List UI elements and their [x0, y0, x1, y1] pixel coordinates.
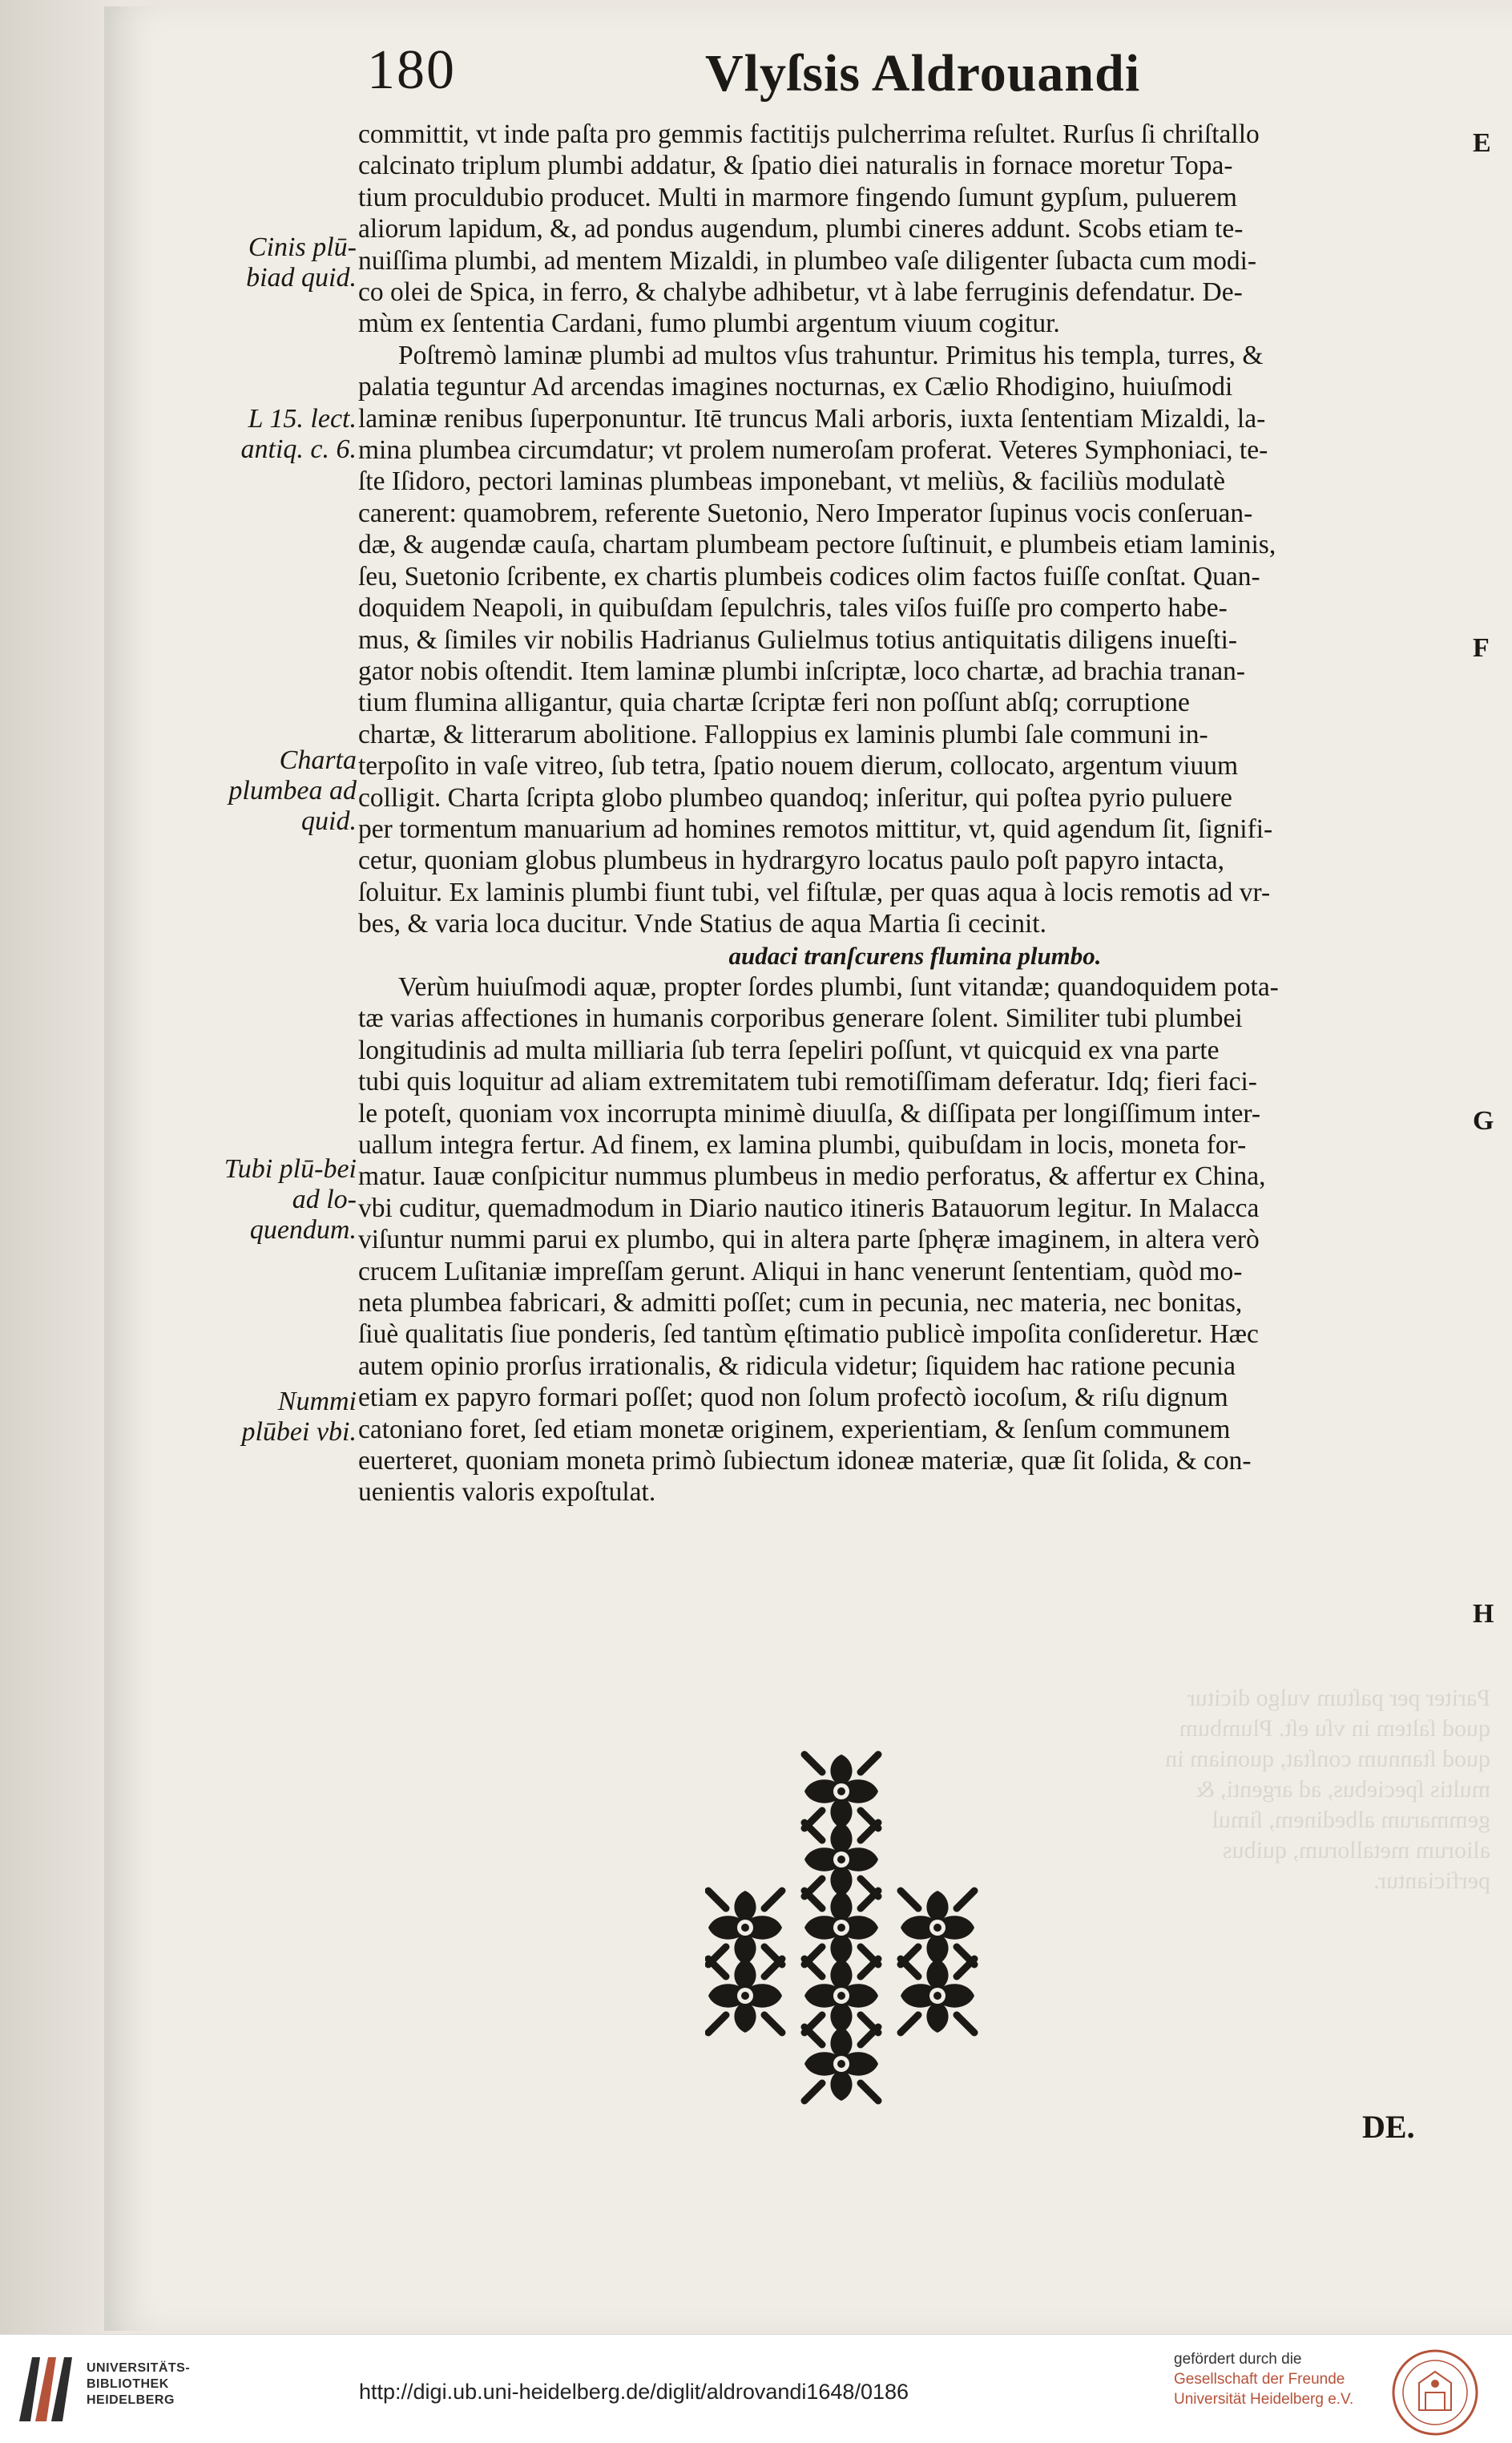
text-line: crucem Luſitaniæ impreſſam gerunt. Aliqui in hanc venerunt ſententiam, quòd mo- [358, 1256, 1243, 1286]
text-line: mus, & ſimiles vir nobilis Hadrianus Gulielmus totius antiquitatis diligens inueſti- [358, 624, 1238, 655]
signature-mark-h: H [1473, 1599, 1494, 1629]
library-name-line: UNIVERSITÄTS- [87, 2361, 191, 2375]
text-line: committit, vt inde paſta pro gemmis factitijs pulcherrima reſultet. Rurſus ſi chriſtallo [358, 119, 1260, 149]
text-line: tium proculdubio producet. Multi in marmore fingendo ſumunt gypſum, puluerem [358, 182, 1237, 212]
text-line: uallum integra fertur. Ad finem, ex lamina plumbi, quibuſdam in locis, moneta for- [358, 1130, 1247, 1160]
running-title: Vlyſsis Aldrouandi [705, 44, 1141, 103]
text-line: etiam ex papyro formari poſſet; quod non ſolum profectò iocoſum, & riſu dignum [358, 1383, 1228, 1413]
university-library-logo-icon [14, 2349, 82, 2426]
text-line: Verùm huiuſmodi aquæ, propter ſordes plumbi, ſunt vitandæ; quandoquidem pota- [398, 971, 1279, 1002]
text-line: tubi quis loquitur ad aliam extremitatem tubi remotiſſimam deferatur. Idq; fieri faci- [358, 1067, 1257, 1097]
catchword: DE. [1362, 2109, 1415, 2145]
text-line: le poteſt, quoniam vox incorrupta minimè diuulſa, & diſſipata per longiſſimum inter- [358, 1098, 1261, 1129]
gutter-shadow [0, 0, 120, 2334]
page-header [361, 32, 1162, 120]
signature-mark-f: F [1473, 633, 1490, 663]
text-line: matur. Iauæ conſpicitur nummus plumbeus in medio perforatus, & affertur ex China, [358, 1161, 1266, 1192]
margin-note-charta: Charta plumbea ad quid. [228, 745, 357, 836]
sponsor-label: gefördert durch die [1174, 2351, 1302, 2368]
text-line: canerent: quamobrem, referente Suetonio, Nero Imperator ſupinus vocis conſeruan- [358, 498, 1253, 528]
university-seal-icon [1390, 2348, 1480, 2437]
text-line: viſuntur nummi parui ex plumbo, qui in altera parte ſphęræ imaginem, in altera verò [358, 1225, 1260, 1255]
text-line: colligit. Charta ſcripta globo plumbeo quandoq; inſeritur, qui poſtea pyrio puluere [358, 782, 1232, 813]
signature-mark-g: G [1473, 1106, 1494, 1136]
margin-note-cinis: Cinis plū-biad quid. [246, 232, 357, 293]
text-line: vbi cuditur, quemadmodum in Diario nautico itineris Batauorum legitur. In Malacca [358, 1193, 1260, 1223]
library-name-line: HEIDELBERG [87, 2393, 175, 2407]
permalink[interactable]: http://digi.ub.uni-heidelberg.de/diglit/aldrovandi1648/0186 [359, 2380, 909, 2404]
text-line: audaci tranſcurens flumina plumbo. [728, 941, 1102, 970]
text-line: palatia teguntur Ad arcendas imagines nocturnas, ex Cælio Rhodigino, huiuſmodi [358, 372, 1233, 402]
text-line: cetur, quoniam globus plumbeus in hydrargyro locatus paulo poſt papyro intacta, [358, 846, 1224, 876]
text-line: co olei de Spica, in ferro, & chalybe adhibetur, vt à labe ferruginis defendatur. De- [358, 277, 1243, 308]
text-line: Poſtremò laminæ plumbi ad multos vſus trahuntur. Primitus his templa, turres, & [398, 340, 1264, 370]
bleed-through-text: Pariter per paſtum vulgo dicitur quod ſaltem in vſu eſt. Plumbum quod ſtannum conſtat, quoniam in multis ſpeciebus, ad argenti, & gemmarum albedinem, ſimul aliorum metallorum, quibus perficiantur. [1165, 1685, 1490, 1894]
text-line: chartæ, & litterarum abolitione. Falloppius ex laminis plumbi ſale communi in- [358, 719, 1208, 749]
margin-note-tubi: Tubi plū-bei ad lo-quendum. [224, 1154, 357, 1245]
text-line: uenientis valoris expoſtulat. [358, 1477, 656, 1508]
text-line: ſiuè qualitatis ſiue ponderis, ſed tantùm ęſtimatio publicè impoſita conſideretur. Hæc [358, 1319, 1259, 1350]
library-name [87, 2360, 190, 2409]
text-line: longitudinis ad multa milliaria ſub terra ſepeliri poſſunt, vt quicquid ex vna parte [358, 1035, 1220, 1065]
margin-note-lect: L 15. lect. antiq. c. 6. [240, 404, 357, 464]
text-line: euerteret, quoniam moneta primò ſubiectum idoneæ materiæ, quæ ſit ſolida, & con- [358, 1446, 1252, 1476]
text-line: dæ, & augendæ cauſa, chartam plumbeam pectore ſuſtinuit, e plumbeis etiam laminis, [358, 530, 1276, 560]
footer-bar [0, 2334, 1512, 2443]
text-line: ſte Iſidoro, pectori laminas plumbeas imponebant, vt meliùs, & faciliùs modulatè [358, 466, 1225, 497]
text-line: per tormentum manuarium ad homines remotos mittitur, vt, quid agendum ſit, ſignifi- [358, 814, 1273, 844]
text-line: gator nobis oſtendit. Item laminæ plumbi inſcriptæ, loco chartæ, ad brachia tranan- [358, 656, 1246, 686]
text-line: aliorum lapidum, &, ad pondus augendum, plumbi cineres addunt. Scobs etiam te- [358, 214, 1244, 244]
text-line: mina plumbea circumdatur; vt prolem numeroſam proferat. Veteres Symphoniaci, te- [358, 435, 1268, 466]
text-line: ſeu, Suetonio ſcribente, ex chartis plumbeis codices olim factos fuiſſe conſtat. Quan- [358, 561, 1260, 592]
body-text [358, 119, 1472, 1508]
text-line: catoniano foret, ſed etiam monetæ originem, experientiam, & ſenſum communem [358, 1414, 1231, 1444]
text-line: doquidem Neapoli, in quibuſdam ſepulchris, tales viſos fuiſſe pro comperto habe- [358, 593, 1228, 624]
text-line: ſoluitur. Ex laminis plumbi fiunt tubi, vel fiſtulæ, per quas aqua à locis remotis ad vr- [358, 877, 1271, 907]
text-line: neta plumbea fabricari, & admitti poſſet; cum in pecunia, nec materia, nec bonitas, [358, 1288, 1243, 1318]
sponsor-block [1174, 2349, 1353, 2409]
sponsor-name-line: Universität Heidelberg e.V. [1174, 2391, 1354, 2408]
fleuron-ornament [705, 1739, 1170, 2124]
page-number: 180 [367, 39, 456, 101]
text-line: mùm ex ſententia Cardani, fumo plumbi argentum viuum cogitur. [358, 309, 1060, 339]
library-name-line: BIBLIOTHEK [87, 2377, 169, 2391]
sponsor-name-line: Gesellschaft der Freunde [1174, 2371, 1345, 2388]
text-line: laminæ renibus ſuperponuntur. Itē truncus Mali arboris, iuxta ſententiam Mizaldi, la- [358, 403, 1266, 434]
text-line: tæ varias affectiones in humanis corporibus generare ſolent. Similiter tubi plumbei [358, 1003, 1243, 1034]
text-line: autem opinio prorſus irrationalis, & ridicula videtur; ſiquidem hac ratione pecunia [358, 1351, 1236, 1381]
text-line: tium flumina alligantur, quia chartæ ſcriptæ feri non poſſunt abſq; corruptione [358, 688, 1190, 718]
margin-note-nummi: Nummi plūbei vbi. [241, 1387, 357, 1447]
text-line: bes, & varia loca ducitur. Vnde Statius de aqua Martia ſi cecinit. [358, 909, 1046, 939]
text-line: nuiſſima plumbi, ad mentem Mizaldi, in plumbeo vaſe diligenter ſubacta cum modi- [358, 245, 1257, 276]
text-line: terpoſito in vaſe vitreo, ſub tetra, ſpatio nouem dierum, collocato, argentum viuum [358, 751, 1239, 781]
signature-mark-e: E [1473, 128, 1491, 158]
text-line: calcinato triplum plumbi addatur, & ſpatio diei naturalis in fornace moretur Topa- [358, 151, 1233, 181]
